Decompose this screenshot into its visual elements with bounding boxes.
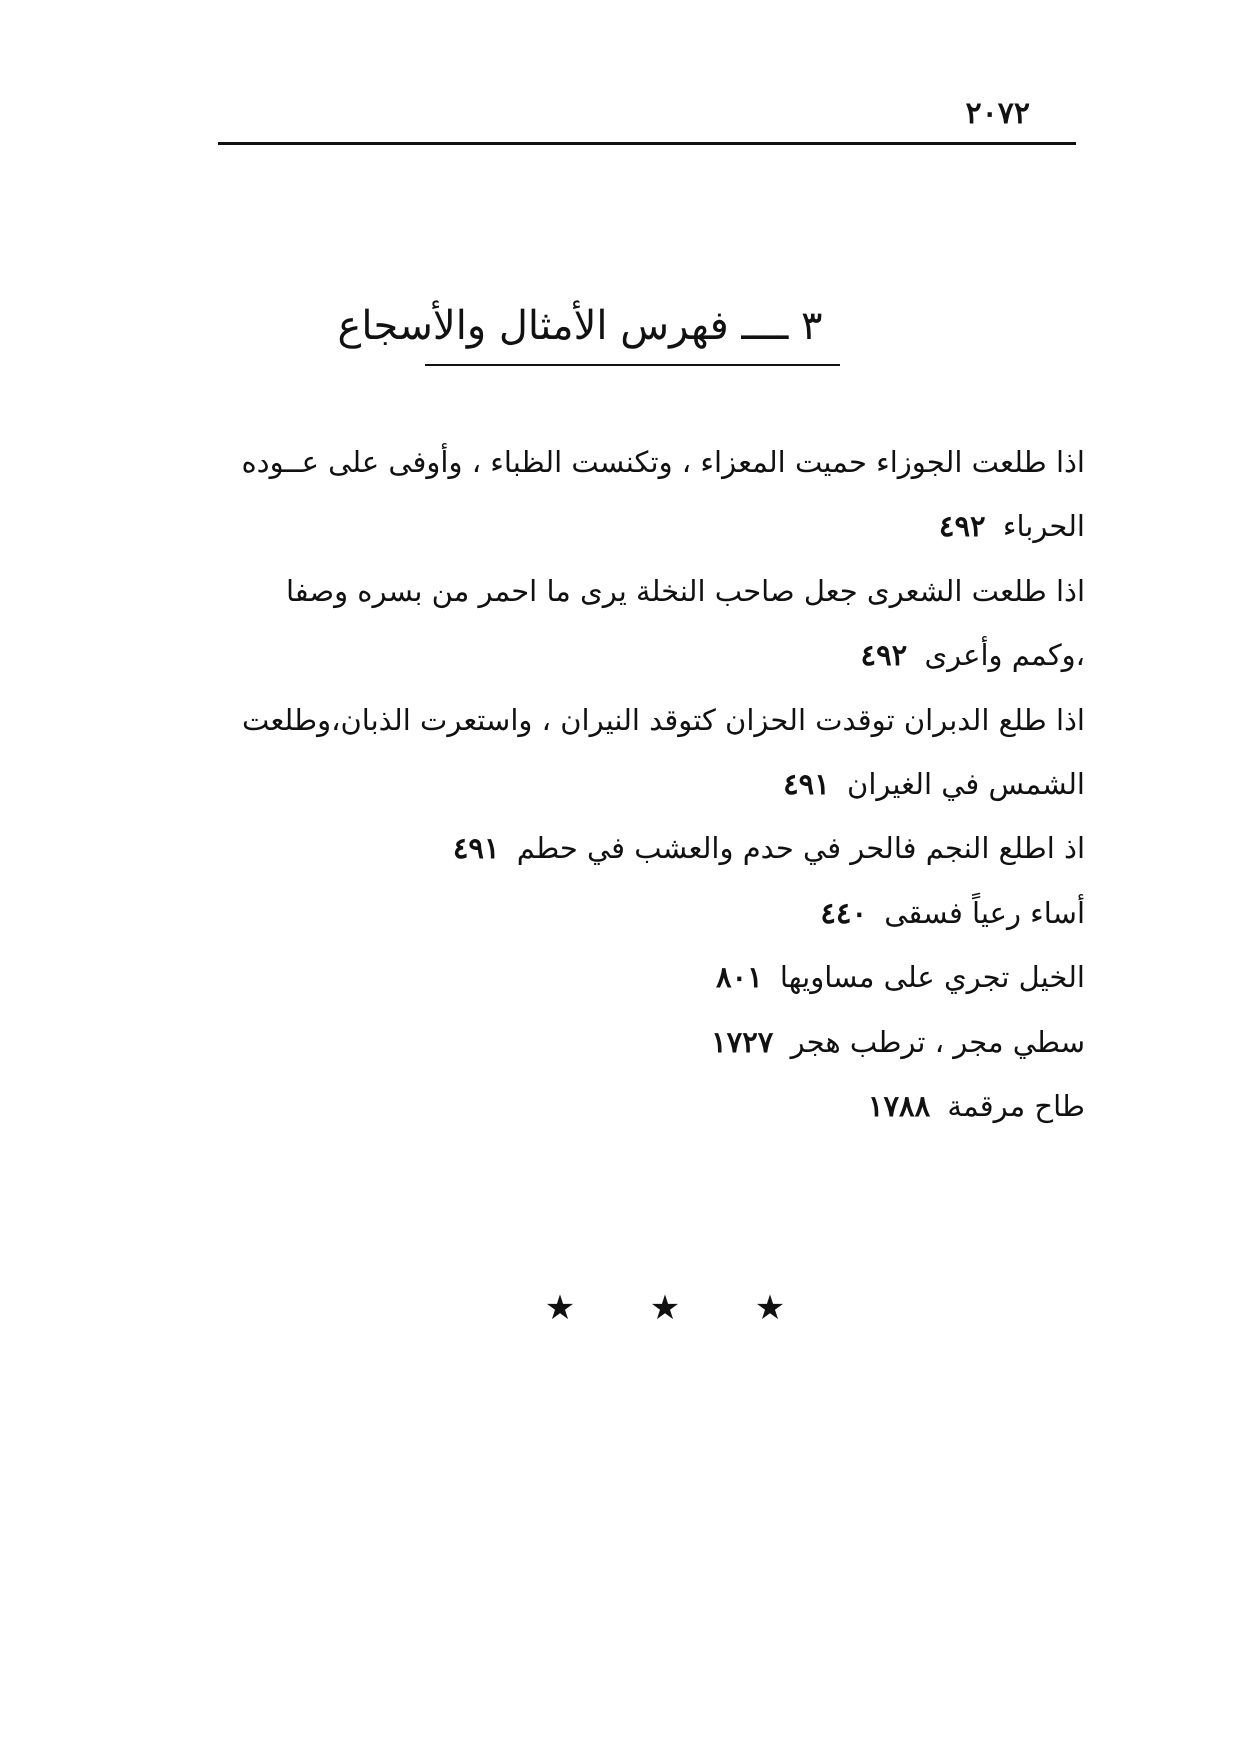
star-icon: ★ bbox=[544, 1288, 576, 1328]
index-entry bbox=[230, 1074, 1085, 1138]
page-number: ٢٠٧٢ bbox=[965, 96, 1030, 131]
section-end-ornament bbox=[540, 1288, 790, 1328]
entry-text: طاح مرقمة bbox=[947, 1089, 1085, 1124]
section-title: ٣ ــــ فهرس الأمثال والأسجاع bbox=[337, 303, 823, 349]
star-icon: ★ bbox=[649, 1288, 681, 1328]
index-entry bbox=[230, 816, 1085, 880]
index-entries bbox=[230, 430, 1085, 1138]
index-entry bbox=[230, 945, 1085, 1009]
entry-text: سطي مجر ، ترطب هجر bbox=[790, 1024, 1085, 1059]
entry-page-number: ١٧٢٧ bbox=[711, 1024, 774, 1059]
index-entry bbox=[230, 430, 1085, 559]
index-entry bbox=[230, 559, 1085, 688]
entry-text: اذا طلعت الجوزاء حميت المعزاء ، وتكنست الظباء ، وأوفى على عــوده الحرباء bbox=[241, 445, 1085, 544]
entry-text: اذ اطلع النجم فالحر في حدم والعشب في حطم bbox=[516, 831, 1085, 866]
index-entry bbox=[230, 1010, 1085, 1074]
entry-text: اذا طلعت الشعرى جعل صاحب النخلة يرى ما احمر من بسره وصفا ،وكمم وأعرى bbox=[285, 573, 1085, 673]
index-entry bbox=[230, 881, 1085, 945]
header-rule bbox=[218, 142, 1076, 145]
entry-text: الخيل تجري على مساويها bbox=[779, 960, 1085, 995]
entry-page-number: ٤٩٢ bbox=[938, 509, 986, 544]
entry-page-number: ٤٩١ bbox=[452, 831, 500, 866]
entry-text: اذا طلع الدبران توقدت الحزان كتوقد النيران ، واستعرت الذبان،وطلعت الشمس في الغيران bbox=[241, 702, 1085, 802]
star-icon: ★ bbox=[754, 1288, 786, 1328]
entry-page-number: ٨٠١ bbox=[715, 960, 763, 995]
entry-page-number: ٤٩٢ bbox=[860, 638, 908, 673]
entry-text: أساء رعياً فسقى bbox=[884, 895, 1085, 930]
index-entry bbox=[230, 688, 1085, 817]
entry-page-number: ٤٤٠ bbox=[820, 895, 868, 930]
title-underline bbox=[425, 364, 840, 366]
entry-page-number: ٤٩١ bbox=[783, 767, 830, 802]
entry-page-number: ١٧٨٨ bbox=[867, 1089, 931, 1124]
